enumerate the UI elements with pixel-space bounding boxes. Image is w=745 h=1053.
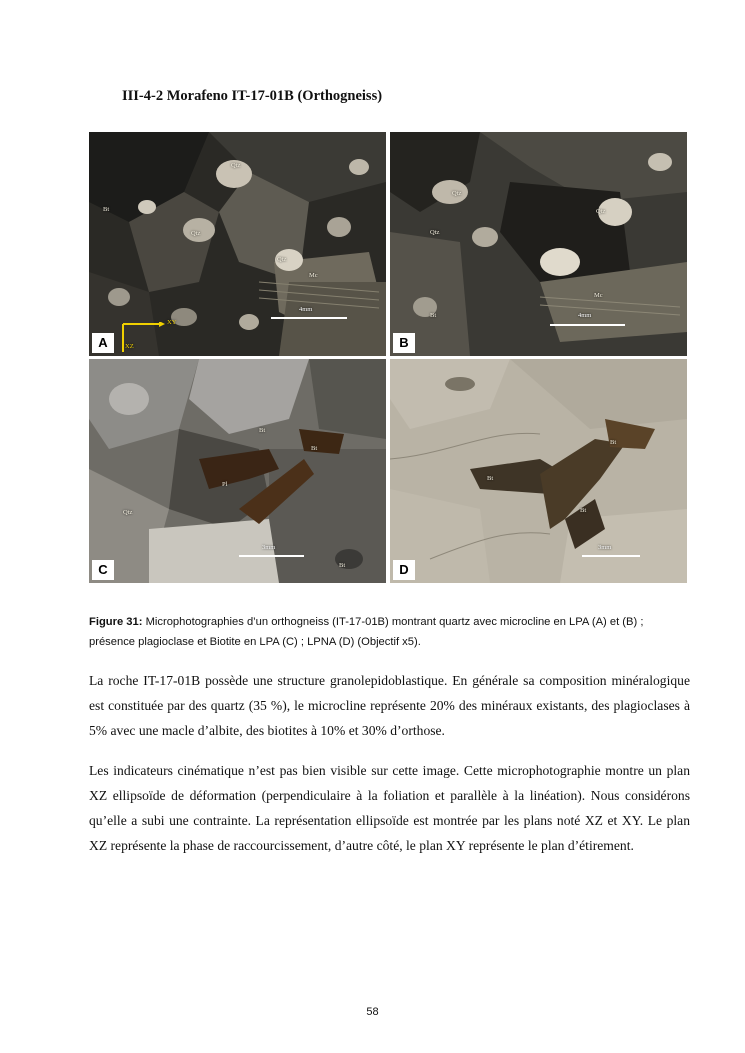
micrograph-panel-b (390, 132, 687, 356)
page-number: 58 (366, 1006, 379, 1018)
paragraph: La roche IT-17-01B possède une structure granolepidoblastique. En générale sa composition minéralogique est constituée par des quartz (35 %), le microcline représente 20% des minéraux existants, des plagioclases à 5% avec une macle d’albite, des biotites à 10% et 30% d’orthose. (89, 673, 690, 738)
mineral-label: Bt (339, 562, 346, 569)
paragraph: Les indicateurs cinématique n’est pas bien visible sur cette image. Cette microphotographie montre un plan XZ ellipsoïde de déformation (perpendiculaire à la foliation et parallèle à la linéation). Nous considérons qu’elle a subi une contrainte. La représentation ellipsoïde est montrée par les plans noté XZ et XY. Le plan XZ représente la phase de raccourcissement, d’autre côté, le plan XY représente le plan d’étirement. (89, 763, 690, 853)
micrograph-panel-c (89, 359, 386, 583)
mineral-label: Qtz (123, 509, 133, 516)
mineral-label: Qtz (452, 190, 462, 197)
figure-caption (89, 612, 689, 652)
mineral-label: Mc (309, 272, 318, 279)
mineral-label: Qtz (430, 229, 440, 236)
scale-bar-label: 3mm (598, 544, 612, 551)
mineral-label: Bt (580, 507, 587, 514)
micrograph-panel-d (390, 359, 687, 583)
figure-31 (89, 132, 689, 583)
section-heading: III-4-2 Morafeno IT-17-01B (Orthogneiss) (122, 88, 383, 104)
mineral-label: Bt (259, 427, 266, 434)
micrograph-image-b (390, 132, 687, 356)
caption-label: Figure 31: (89, 616, 143, 628)
mineral-label: Qtz (231, 162, 241, 169)
mineral-label: Bt (487, 475, 494, 482)
panel-letter: D (393, 560, 415, 580)
scale-bar (271, 317, 347, 319)
scale-bar-label: 4mm (578, 312, 592, 319)
mineral-label: Bt (610, 439, 617, 446)
scale-bar (550, 324, 625, 326)
scale-bar-label: 3mm (262, 544, 276, 551)
mineral-label: Bt (430, 312, 437, 319)
mineral-label: Qtz (277, 256, 287, 263)
panel-letter: A (92, 333, 114, 353)
mineral-label: Qtz (596, 208, 606, 215)
axis-indicator-icon (119, 322, 167, 356)
caption-text: Microphotographies d’un orthogneiss (IT-17-01B) montrant quartz avec microcline en LPA (A) et (B) ; présence plagioclase et Biotite en LPA (C) ; LPNA (D) (Objectif x5). (89, 616, 644, 648)
mineral-label: Mc (594, 292, 603, 299)
panel-letter: C (92, 560, 114, 580)
micrograph-image-c (89, 359, 386, 583)
scale-bar (239, 555, 304, 557)
panel-letter: B (393, 333, 415, 353)
mineral-label: Qtz (191, 230, 201, 237)
micrograph-panel-a (89, 132, 386, 356)
axis-label-xy: XY (167, 319, 177, 326)
mineral-label: Bt (103, 206, 110, 213)
micrograph-image-d (390, 359, 687, 583)
mineral-label: Bt (311, 445, 318, 452)
scale-bar (582, 555, 640, 557)
scale-bar-label: 4mm (299, 306, 313, 313)
axis-label-xz: XZ (125, 343, 134, 350)
mineral-label: Pl (222, 481, 228, 488)
